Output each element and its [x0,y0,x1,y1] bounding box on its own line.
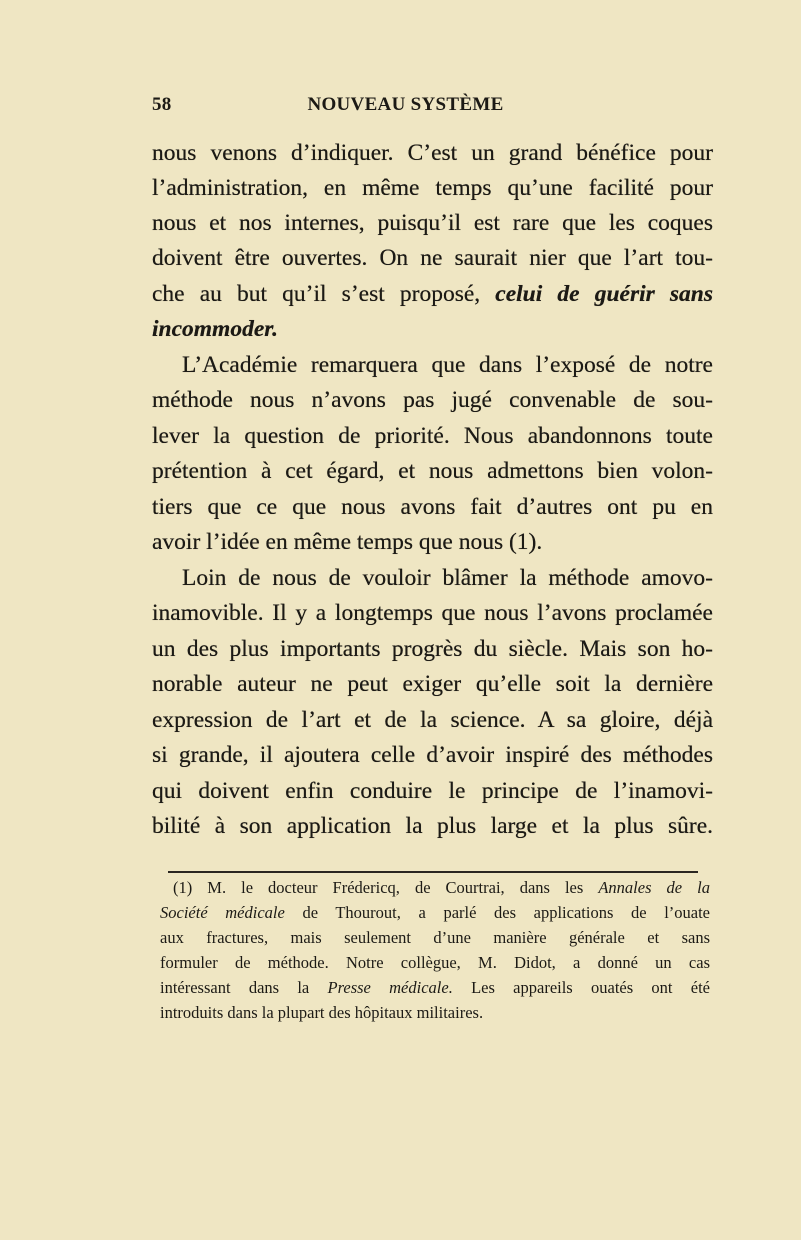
footnote-line [160,977,710,999]
italic-segment: Société médicale [160,903,285,922]
text-line: lever la question de priorité. Nous abandonnons toute [152,423,713,449]
text-line: méthode nous n’avons pas jugé convenable de sou- [152,387,713,413]
italic-segment: Annales de la [598,878,710,897]
text-line [152,314,713,344]
text-line: prétention à cet égard, et nous admettons bien volon- [152,458,713,484]
text-line: un des plus importants progrès du siècle. Mais son ho- [152,636,713,662]
text-line: expression de l’art et de la science. A sa gloire, déjà [152,707,713,733]
text-line: inamovible. Il y a longtemps que nous l’avons proclamée [152,600,713,626]
text-line: bilité à son application la plus large et la plus sûre. [152,813,713,839]
footnote-line: formuler de méthode. Notre collègue, M. Didot, a donné un cas [160,953,710,972]
text-line: Loin de nous de vouloir blâmer la méthode amovo- [182,565,713,591]
text-line: l’administration, en même temps qu’une facilité pour [152,175,713,201]
text-segment: intéressant dans la [160,978,328,997]
footnote-divider [168,871,698,873]
italic-segment: Presse médicale. [327,978,453,997]
text-line: L’Académie remarquera que dans l’exposé de notre [182,352,713,378]
text-line: tiers que ce que nous avons fait d’autres ont pu en [152,494,713,520]
text-line: si grande, il ajoutera celle d’avoir inspiré des méthodes [152,742,713,768]
footnote-line [160,902,710,924]
text-line [152,279,713,309]
text-segment: de Thourout, a parlé des applications de l’ouate [284,903,711,922]
text-segment: che au but qu’il s’est proposé, [152,281,496,307]
text-line: avoir l’idée en même temps que nous (1). [152,529,543,555]
text-line: nous et nos internes, puisqu’il est rare que les coques [152,210,713,236]
text-line: qui doivent enfin conduire le principe de l’inamovi- [152,778,713,804]
italic-segment: celui de guérir sans [495,281,713,307]
text-line: norable auteur ne peut exiger qu’elle soit la dernière [152,671,713,697]
text-segment: (1) M. le docteur Frédericq, de Courtrai, dans les [173,878,599,897]
footnote-line: introduits dans la plupart des hôpitaux militaires. [160,1003,484,1022]
page-number: 58 [152,94,172,115]
footnote-line: aux fractures, mais seulement d’une manière générale et sans [160,928,710,947]
text-segment: Les appareils ouatés ont été [452,978,710,997]
footnote-line [173,877,710,899]
running-title: NOUVEAU SYSTÈME [307,94,504,115]
text-line: nous venons d’indiquer. C’est un grand bénéfice pour [152,140,713,166]
italic-segment: incommoder. [152,316,278,342]
text-line: doivent être ouvertes. On ne saurait nier que l’art tou- [152,245,713,271]
